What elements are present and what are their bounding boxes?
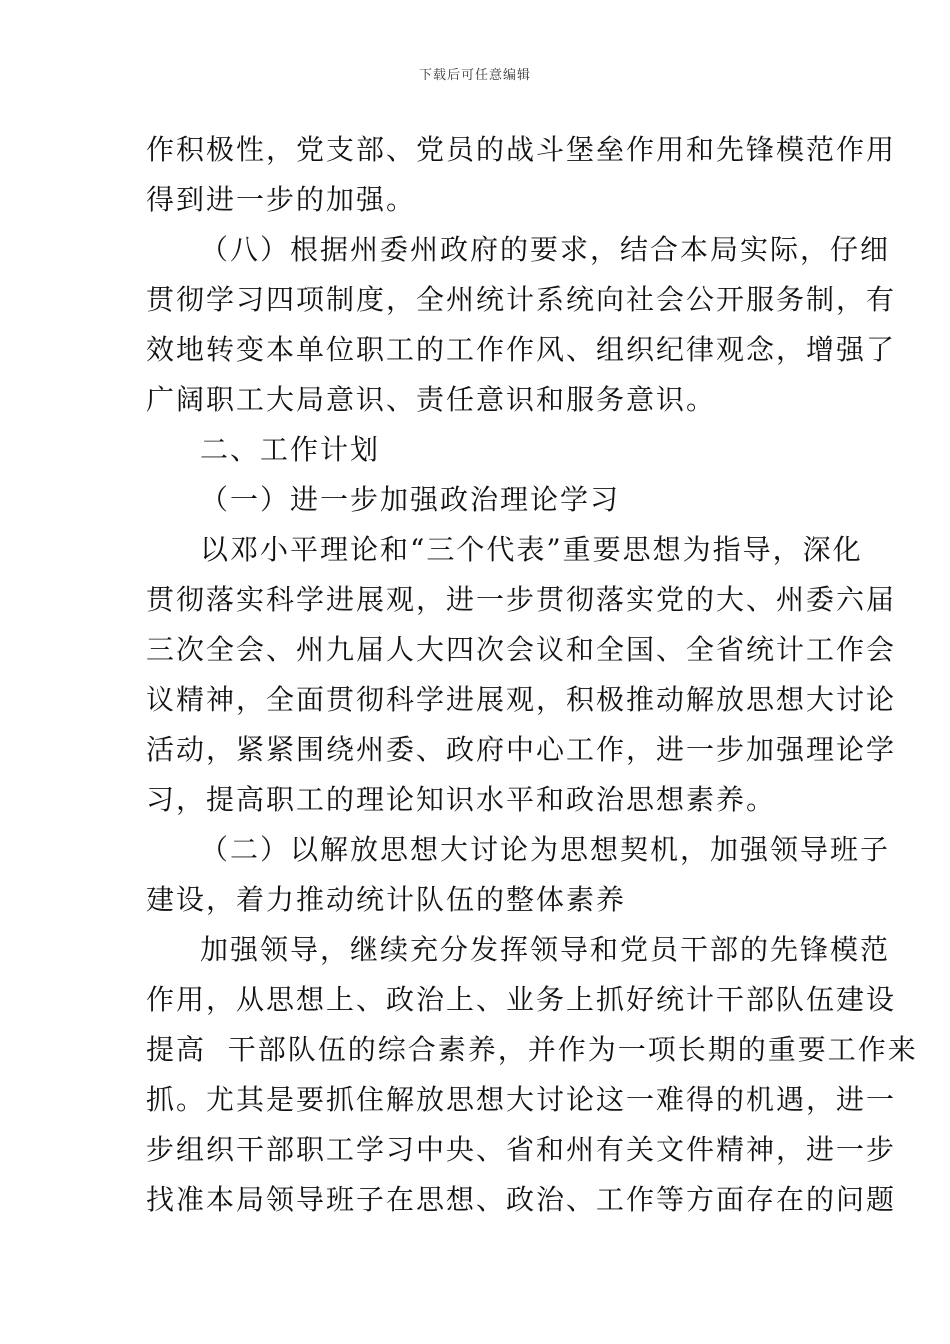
text-line: （八）根据州委州政府的要求，结合本局实际，仔细: [200, 233, 891, 266]
text-line: 作用，从思想上、政治上、业务上抓好统计干部队伍建设: [146, 983, 897, 1016]
page-header: 下载后可任意编辑: [418, 68, 531, 83]
text-line: 抓。尤其是要抓住解放思想大讨论这一难得的机遇，进一: [146, 1083, 897, 1116]
text-line: 三次全会、州九届人大四次会议和全国、全省统计工作会: [146, 633, 897, 666]
text-line: 步组织干部职工学习中央、省和州有关文件精神，进一步: [146, 1133, 897, 1166]
text-line: 贯彻学习四项制度，全州统计系统向社会公开服务制，有: [146, 283, 897, 316]
text-line: 习，提高职工的理论知识水平和政治思想素养。: [146, 783, 777, 816]
text-line: 效地转变本单位职工的工作作风、组织纪律观念，增强了: [146, 333, 897, 366]
text-line: 广阔职工大局意识、责任意识和服务意识。: [146, 383, 717, 416]
text-line: 作积极性，党支部、党员的战斗堡垒作用和先锋模范作用: [146, 133, 897, 166]
text-line: 活动，紧紧围绕州委、政府中心工作，进一步加强理论学: [146, 733, 897, 766]
text-line: 加强领导，继续充分发挥领导和党员干部的先锋模范: [200, 933, 891, 966]
subsection-heading: （一）进一步加强政治理论学习: [200, 483, 621, 516]
text-line: 提高 干部队伍的综合素养，并作为一项长期的重要工作来: [146, 1033, 918, 1066]
text-line: 贯彻落实科学进展观，进一步贯彻落实党的大、州委六届: [146, 583, 897, 616]
subsection-heading: （二）以解放思想大讨论为思想契机，加强领导班子: [200, 833, 891, 866]
text-line: 以邓小平理论和“三个代表”重要思想为指导，深化: [200, 533, 863, 566]
text-line: 找准本局领导班子在思想、政治、工作等方面存在的问题: [146, 1183, 897, 1216]
section-heading: 二、工作计划: [200, 433, 381, 466]
text-line: 议精神，全面贯彻科学进展观，积极推动解放思想大讨论: [146, 683, 897, 716]
text-line: 得到进一步的加强。: [146, 183, 417, 216]
text-line: 建设，着力推动统计队伍的整体素养: [146, 883, 627, 916]
